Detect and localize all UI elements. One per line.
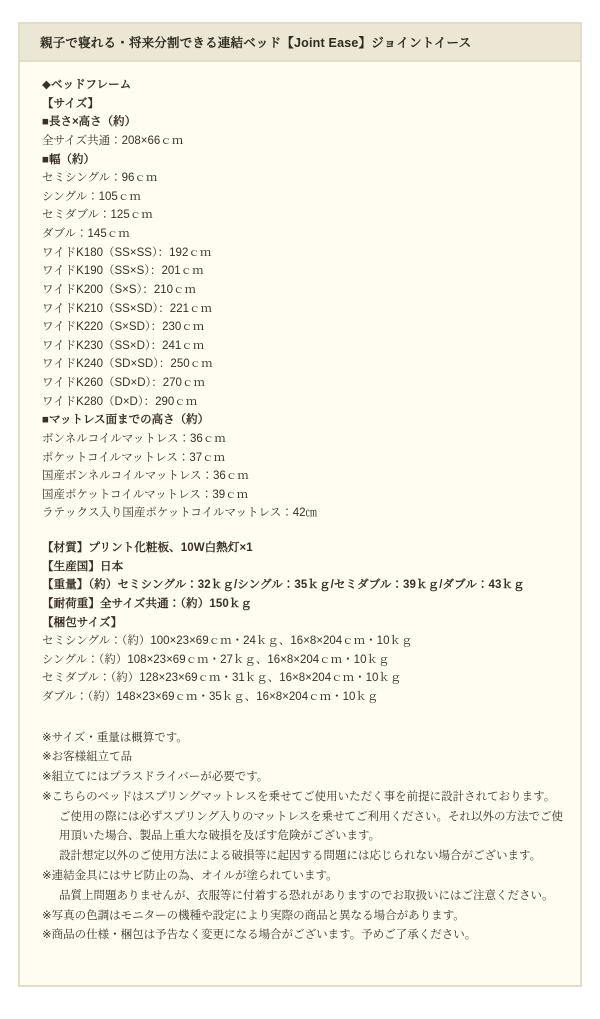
spec-line: ダブル：145ｃｍ — [42, 228, 130, 240]
note-item: ※連結金具にはサビ防止の為、オイルが塗られています。 — [42, 869, 338, 882]
note-item: ご使用の際には必ずスプリング入りのマットレスを乗せてご利用ください。それ以外の方法でご使 — [59, 810, 564, 823]
product-title: 親子で寝れる・将来分割できる連結ベッド【Joint Ease】ジョイントイース — [20, 24, 580, 62]
specification-body — [20, 62, 580, 960]
spec-line: 【梱包サイズ】 — [42, 616, 123, 629]
spec-line: ワイドK240（SD×SD）：250ｃｍ — [42, 358, 213, 371]
notes-list — [42, 729, 564, 946]
note-item: 設計想定以外のご使用方法による破損等に起因する問題には応じられない場合がございます。 — [59, 850, 542, 863]
spec-line: ワイドK180（SS×SS）：192ｃｍ — [42, 246, 212, 259]
notes-spacer — [42, 707, 564, 729]
spec-line: ポケットコイルマットレス：37ｃｍ — [42, 451, 226, 464]
note-item: ※サイズ・重量は概算です。 — [42, 731, 188, 744]
note-item: ※商品の仕様・梱包は予告なく変更になる場合がございます。予めご了承ください。 — [42, 929, 477, 942]
spec-line: ワイドK210（SS×SD）：221ｃｍ — [42, 302, 212, 315]
note-item: 用頂いた場合、製品上重大な破損を及ぼす危険がございます。 — [59, 830, 381, 843]
spec-line: 【重量】（約）セミシングル：32ｋｇ/シングル：35ｋｇ/セミダブル：39ｋｇ/ダブル：43ｋｇ — [42, 579, 525, 592]
spec-line: 国産ポケットコイルマットレス：39ｃｍ — [42, 488, 249, 501]
note-item: ※写真の色調はモニターの機種や設定により実際の商品と異なる場合があります。 — [42, 909, 465, 922]
spec-line: ■幅（約） — [42, 153, 95, 166]
specification-card — [18, 22, 582, 987]
spec-line: ■マットレス面までの高さ（約） — [42, 414, 210, 427]
section-heading-frame: ◆ベッドフレーム — [42, 79, 132, 91]
spec-line: ワイドK220（S×SD）：230ｃｍ — [42, 321, 205, 334]
note-item: ※お客様組立て品 — [42, 751, 133, 764]
spec-line: ワイドK200（S×S）：210ｃｍ — [42, 283, 197, 296]
spec-line: シングル：105ｃｍ — [42, 190, 141, 203]
spec-line: 【材質】プリント化粧板、10W白熱灯×1 — [42, 542, 253, 554]
spec-line: セミシングル：（約）100×23×69ｃｍ・24ｋｇ、16×8×204ｃｍ・10ｋｇ — [42, 635, 413, 648]
spec-line: 【耐荷重】全サイズ共通：（約）150ｋｇ — [42, 597, 253, 610]
spec-line: セミダブル：125ｃｍ — [42, 209, 153, 222]
spec-line: シングル：（約）108×23×69ｃｍ・27ｋｇ、16×8×204ｃｍ・10ｋｇ — [42, 653, 390, 666]
spec-line: ワイドK280（D×D）：290ｃｍ — [42, 395, 198, 408]
spec-line: ワイドK190（SS×S）：201ｃｍ — [42, 265, 204, 278]
spec-line: セミダブル：（約）128×23×69ｃｍ・31ｋｇ、16×8×204ｃｍ・10ｋｇ — [42, 672, 402, 685]
spec-line: ワイドK230（SS×D）：241ｃｍ — [42, 339, 205, 352]
spec-line: セミシングル：96ｃｍ — [42, 172, 158, 185]
note-item: ※組立てにはプラスドライバーが必要です。 — [42, 771, 269, 784]
spec-line: ワイドK260（SD×D）：270ｃｍ — [42, 377, 205, 389]
spec-line: ラテックス入り国産ポケットコイルマットレス：42㎝ — [42, 507, 317, 520]
note-item: 品質上問題ありませんが、衣服等に付着する恐れがありますのでお取扱いにはご注意ください。 — [59, 889, 554, 902]
spec-line: ボンネルコイルマットレス：36ｃｍ — [42, 432, 226, 445]
note-item: ※こちらのベッドはスプリングマットレスを乗せてご使用いただく事を前提に設計されております。 — [42, 790, 556, 803]
spec-line: ダブル：（約）148×23×69ｃｍ・35ｋｇ、16×8×204ｃｍ・10ｋｇ — [42, 691, 379, 703]
section-spacer — [42, 523, 564, 539]
spec-line: 全サイズ共通：208×66ｃｍ — [42, 134, 184, 147]
spec-line: 国産ボンネルコイルマットレス：36ｃｍ — [42, 470, 249, 483]
spec-line: ■長さ×高さ（約） — [42, 116, 137, 129]
spec-line: 【生産国】日本 — [42, 560, 124, 573]
spec-line: 【サイズ】 — [42, 97, 100, 110]
